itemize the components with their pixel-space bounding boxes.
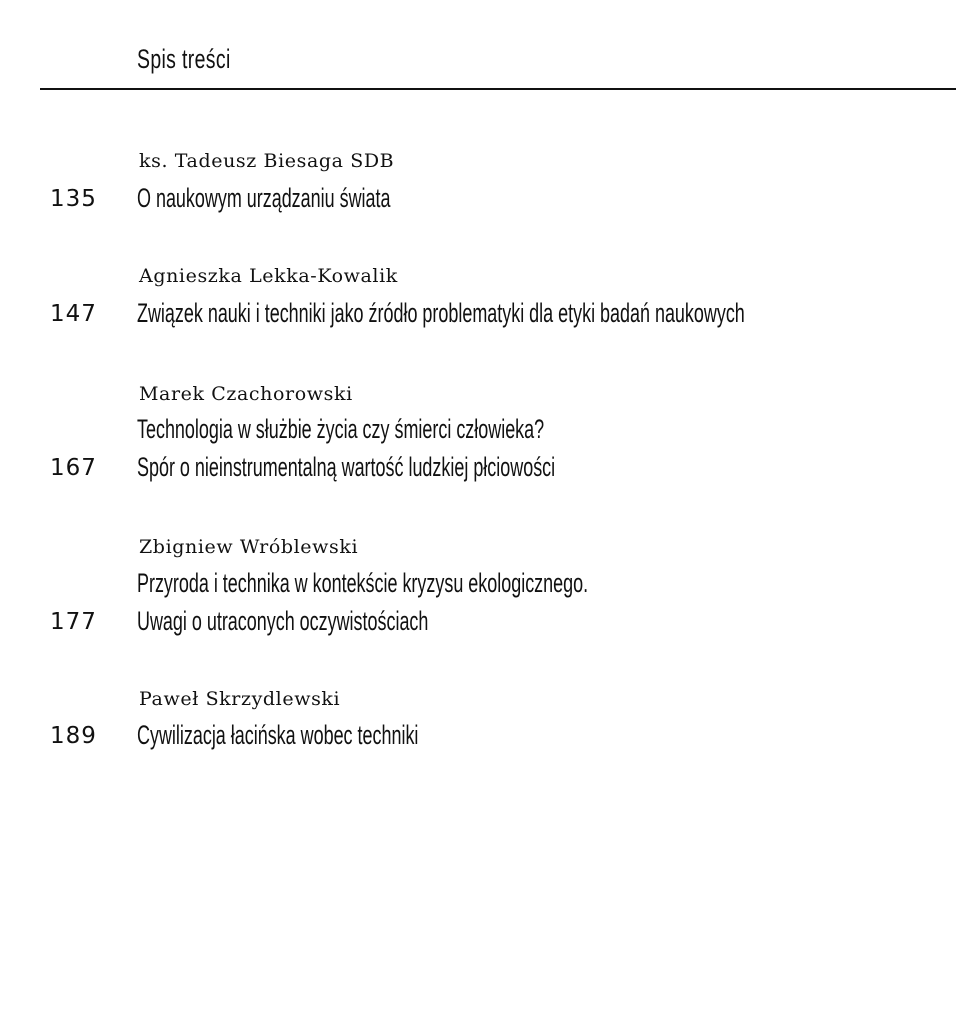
- entry-title[interactable]: Związek nauki i techniki jako źródło problematyki dla etyki badań naukowych: [137, 298, 745, 328]
- header-rule: [40, 88, 956, 90]
- entry-author: Marek Czachorowski: [139, 383, 353, 405]
- entry-author: Zbigniew Wróblewski: [139, 536, 359, 558]
- entry-page-number[interactable]: 167: [50, 455, 97, 481]
- entry-page-number[interactable]: 189: [50, 723, 97, 749]
- entry-page-number[interactable]: 177: [50, 609, 97, 635]
- section-title: Spis treści: [137, 44, 231, 74]
- entry-author: ks. Tadeusz Biesaga SDB: [139, 150, 395, 172]
- entry-title[interactable]: Technologia w służbie życia czy śmierci człowieka?: [137, 414, 545, 444]
- entry-page-number[interactable]: 147: [50, 301, 97, 327]
- entry-title[interactable]: O naukowym urządzaniu świata: [137, 183, 391, 213]
- entry-author: Agnieszka Lekka-Kowalik: [139, 265, 398, 287]
- entry-title[interactable]: Przyroda i technika w kontekście kryzysu ekologicznego.: [137, 568, 589, 598]
- entry-author: Paweł Skrzydlewski: [139, 688, 341, 710]
- entry-page-number[interactable]: 135: [50, 186, 97, 212]
- entry-title-continued[interactable]: Spór o nieinstrumentalną wartość ludzkiej płciowości: [137, 452, 556, 482]
- entry-title-continued[interactable]: Uwagi o utraconych oczywistościach: [137, 606, 429, 636]
- entry-title[interactable]: Cywilizacja łacińska wobec techniki: [137, 720, 419, 750]
